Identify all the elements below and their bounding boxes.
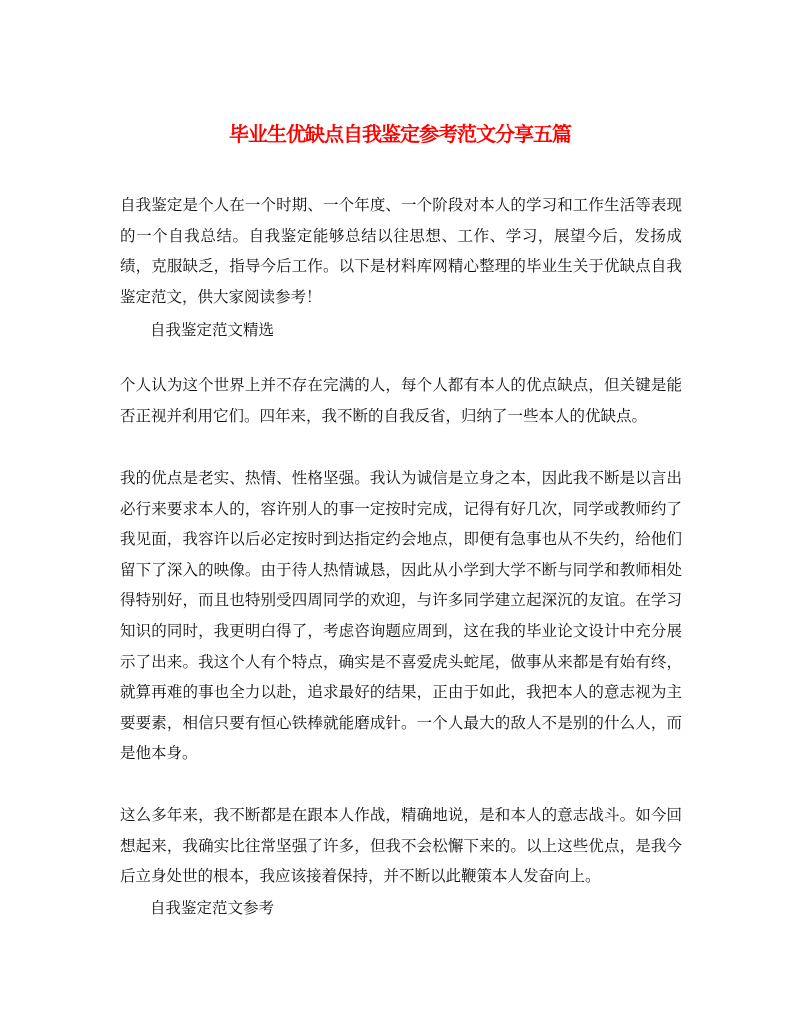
- section-heading-selected: 自我鉴定范文精选: [150, 321, 275, 339]
- section-heading-reference: 自我鉴定范文参考: [150, 899, 275, 917]
- body-paragraph-3: 这么多年来，我不断都是在跟本人作战，精确地说，是和本人的意志战斗。如今回想起来，我确实比往常坚强了许多，但我不会松懈下来的。以上这些优点，是我今后立身处世的根本，我应该接着保持，并不断以此鞭策本人发奋向上。: [120, 806, 682, 886]
- document-title: 毕业生优缺点自我鉴定参考范文分享五篇: [229, 122, 571, 146]
- intro-paragraph: 自我鉴定是个人在一个时期、一个年度、一个阶段对本人的学习和工作生活等表现的一个自我总结。自我鉴定能够总结以往思想、工作、学习，展望今后，发扬成绩，克服缺乏，指导今后工作。以下是材料库网精心整理的毕业生关于优缺点自我鉴定范文，供大家阅读参考！: [120, 196, 682, 306]
- body-paragraph-1: 个人认为这个世界上并不存在完满的人，每个人都有本人的优点缺点，但关键是能否正视并利用它们。四年来，我不断的自我反省，归纳了一些本人的优缺点。: [120, 376, 682, 425]
- body-paragraph-2: 我的优点是老实、热情、性格坚强。我认为诚信是立身之本，因此我不断是以言出必行来要求本人的，容许别人的事一定按时完成，记得有好几次，同学或教师约了我见面，我容许以后必定按时到达指定约会地点，即便有急事也从不失约，给他们留下了深入的映像。由于待人热情诚恳，因此从小学到大学不断与同学和教师相处得特别好，而且也特别受四周同学的欢迎，与许多同学建立起深沉的友谊。在学习知识的同时，我更明白得了，考虑咨询题应周到，这在我的毕业论文设计中充分展示了出来。我这个人有个特点，确实是不喜爱虎头蛇尾，做事从来都是有始有终，就算再难的事也全力以赴，追求最好的结果，正由于如此，我把本人的意志视为主要要素，相信只要有恒心铁棒就能磨成针。一个人最大的敌人不是别的什么人，而是他本身。: [120, 469, 682, 763]
